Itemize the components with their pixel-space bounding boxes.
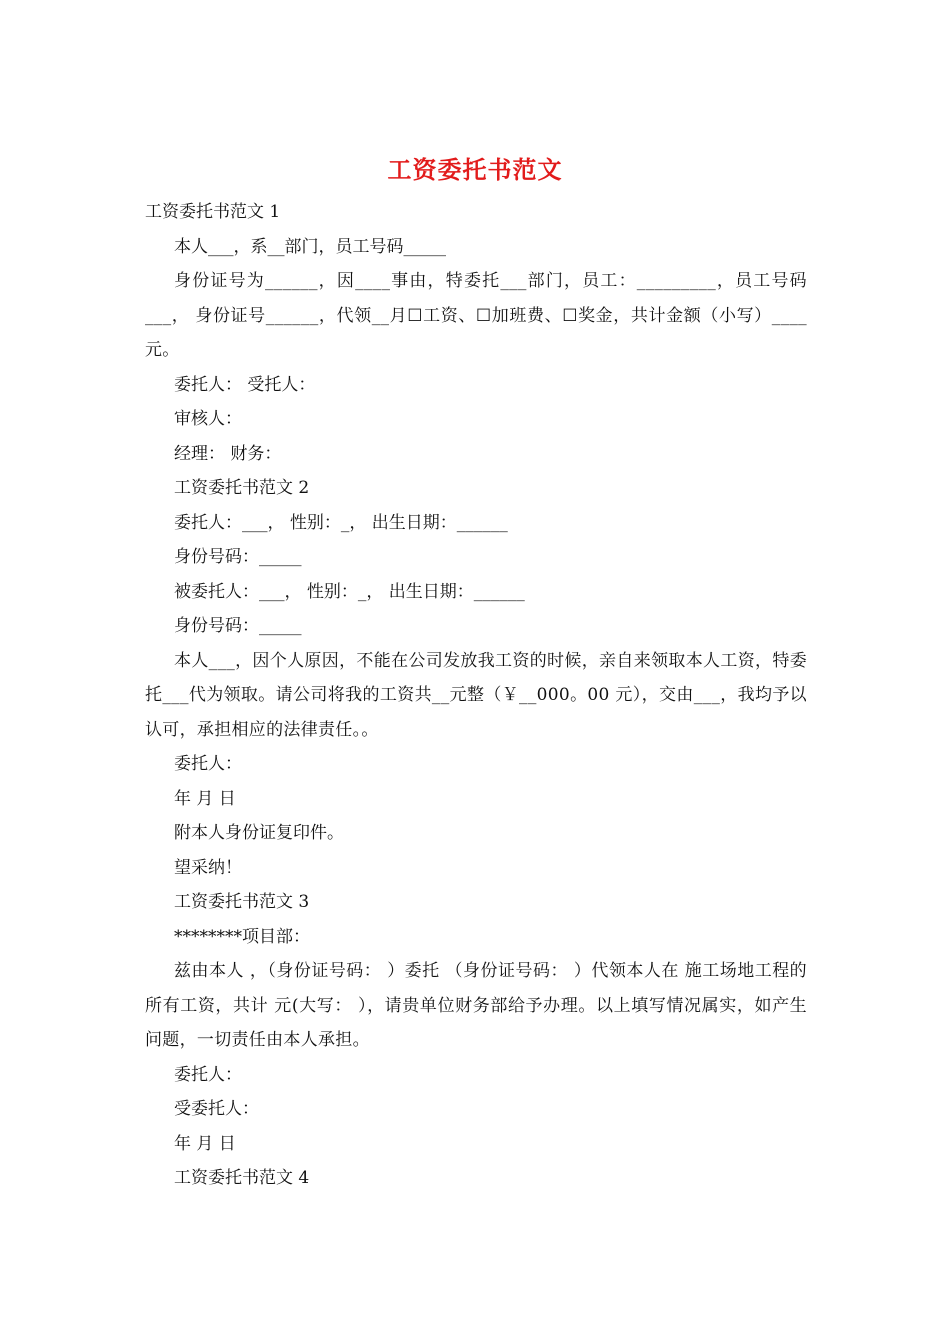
signature-reviewer: 审核人： [174, 409, 242, 429]
principal-info: 委托人：___， 性别：_， 出生日期：______ [174, 512, 508, 533]
paragraph-authorization-3: 兹由本人 ，（身份证号码： ）委托 （身份证号码： ）代领本人在 施工场地工程的所有工资，共计 元(大写： ），请贵单位财务部给予办理。以上填写情况属实，如产生问题，一切责任由本人承担。 [145, 961, 807, 1050]
document-title: 工资委托书范文 [387, 155, 563, 184]
paragraph-employee-info: 本人___，系__部门，员工号码_____ [174, 236, 446, 257]
agent-id-number: 身份号码：_____ [174, 616, 302, 636]
signature-manager-finance: 经理： 财务： [174, 443, 282, 464]
paragraph-authorization-1: 身份证号为______，因____事由，特委托___部门，员工：_________，员工号码___， 身份证号______，代领__月☐工资、☐加班费、☐奖金，共计金额（小写）____元。 [145, 271, 807, 360]
section-heading-4: 工资委托书范文 4 [174, 1168, 310, 1188]
attachment-note: 附本人身份证复印件。 [174, 823, 344, 843]
signature-principal-3: 委托人： [174, 1064, 242, 1085]
signature-agent-3: 受委托人： [174, 1099, 259, 1119]
section-heading-1: 工资委托书范文 1 [145, 202, 281, 222]
recipient-line: ********项目部： [174, 926, 310, 947]
signature-principal-agent: 委托人： 受托人： [174, 374, 316, 395]
date-line: 年 月 日 [174, 788, 236, 809]
signature-principal: 委托人： [174, 754, 242, 774]
paragraph-authorization-2: 本人___，因个人原因，不能在公司发放我工资的时候，亲自来领取本人工资，特委托___代为领取。请公司将我的工资共__元整（￥__000。00 元），交由___，我均予以认可，承担相应的法律责任。。 [145, 650, 807, 740]
principal-id-number: 身份号码：_____ [174, 547, 302, 567]
date-line-3: 年 月 日 [174, 1133, 236, 1154]
section-heading-2: 工资委托书范文 2 [174, 478, 310, 498]
section-heading-3: 工资委托书范文 3 [174, 892, 310, 912]
agent-info: 被委托人：___， 性别：_， 出生日期：______ [174, 581, 525, 602]
closing-note: 望采纳！ [174, 857, 242, 878]
document-body [145, 195, 807, 1196]
